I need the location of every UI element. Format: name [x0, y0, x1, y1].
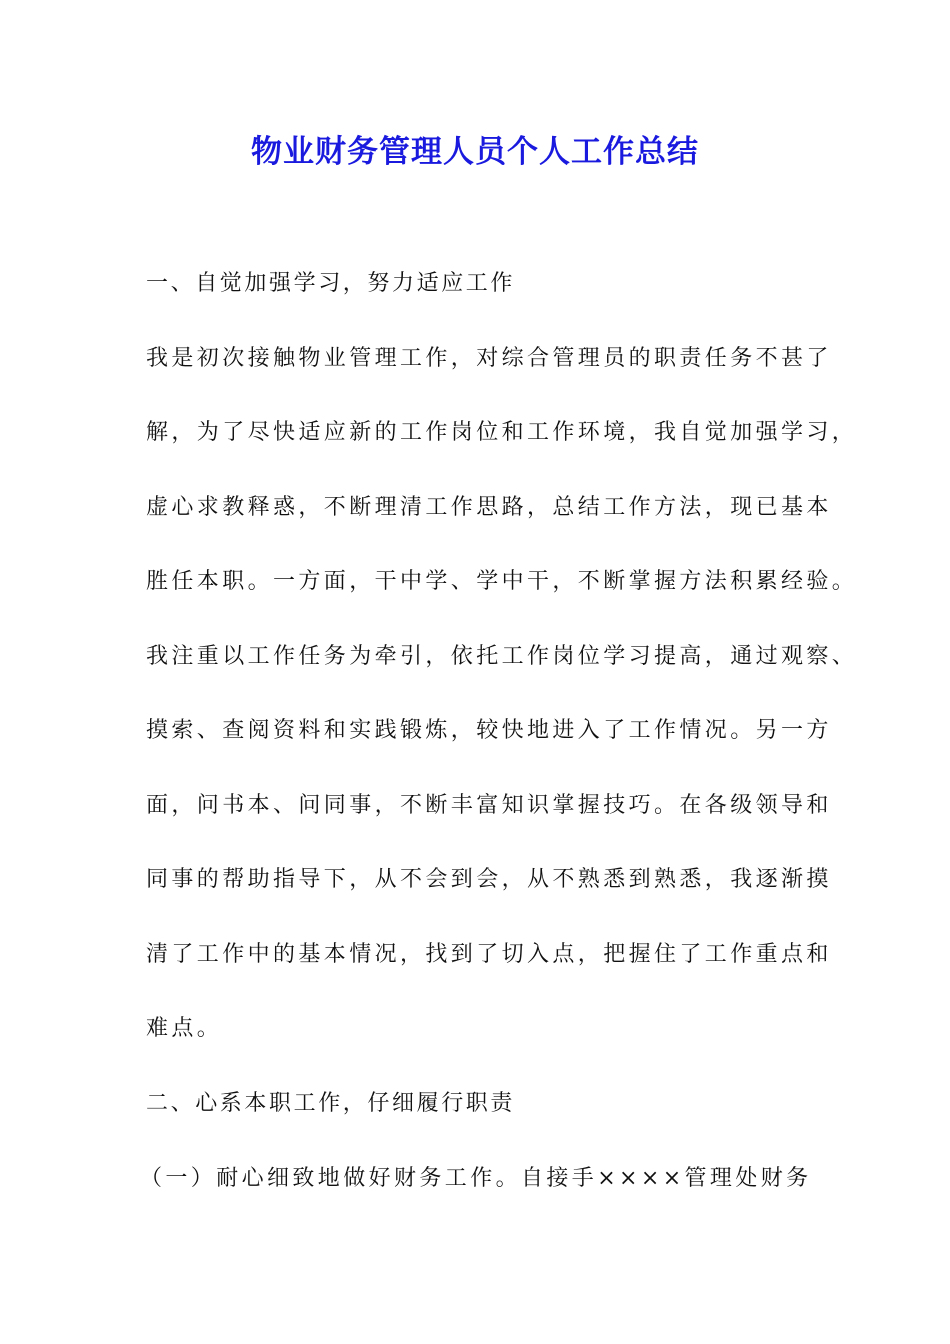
paragraph-line: 虚心求教释惑，不断理清工作思路，总结工作方法，现已基本 — [146, 495, 832, 520]
paragraph-line: 摸索、查阅资料和实践锻炼，较快地进入了工作情况。另一方 — [146, 718, 832, 743]
paragraph-line: 难点。 — [146, 1016, 223, 1041]
paragraph-line: 解，为了尽快适应新的工作岗位和工作环境，我自觉加强学习， — [146, 420, 858, 445]
paragraph-line: 我注重以工作任务为牵引，依托工作岗位学习提高，通过观察、 — [146, 644, 858, 669]
paragraph-line: 同事的帮助指导下，从不会到会，从不熟悉到熟悉，我逐渐摸 — [146, 867, 832, 892]
paragraph-line: （一）耐心细致地做好财务工作。自接手××××管理处财务 — [140, 1166, 812, 1191]
paragraph-line: 面，问书本、问同事，不断丰富知识掌握技巧。在各级领导和 — [146, 793, 832, 818]
paragraph-line: 我是初次接触物业管理工作，对综合管理员的职责任务不甚了 — [146, 346, 832, 371]
section-heading-1: 一、自觉加强学习，努力适应工作 — [146, 271, 516, 296]
paragraph-line: 胜任本职。一方面，干中学、学中干，不断掌握方法积累经验。 — [146, 569, 858, 594]
paragraph-line: 清了工作中的基本情况，找到了切入点，把握住了工作重点和 — [146, 942, 832, 967]
section-heading-2: 二、心系本职工作，仔细履行职责 — [146, 1091, 516, 1116]
document-title: 物业财务管理人员个人工作总结 — [251, 134, 699, 170]
